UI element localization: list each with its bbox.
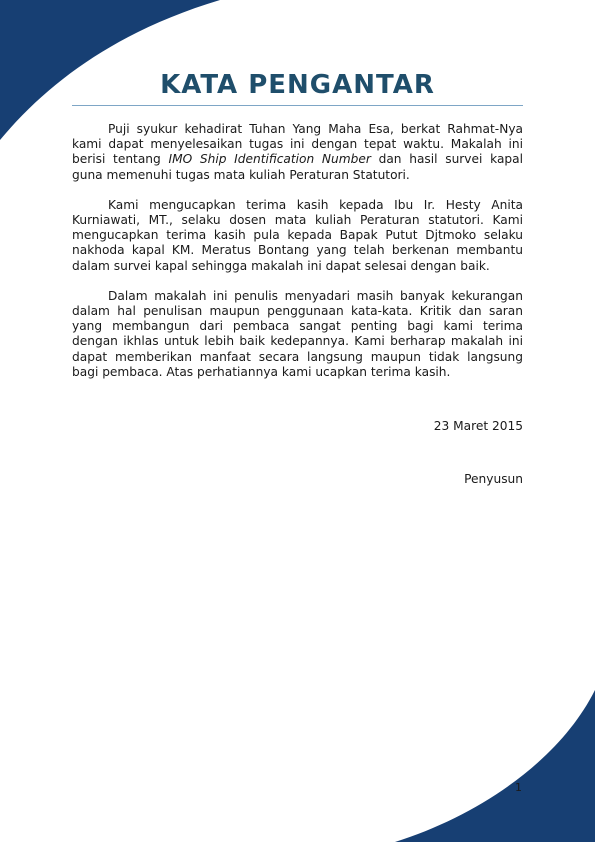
paragraph-2: Kami mengucapkan terima kasih kepada Ibu Ir. Hesty Anita Kurniawati, MT., selaku dosen mata kuliah Peraturan statutori. Kami mengucapkan terima kasih pula kepada Bapak Putut Djtmoko selaku nakhoda kapal KM. Meratus Bontang yang telah berkenan membantu dalam survei kapal sehingga makalah ini dapat selesai dengan baik. <box>72 197 523 273</box>
document-body <box>72 122 523 395</box>
paragraph-1-start: Puji syukur kehadirat Tuhan Yang Maha Esa, berkat Rahmat-Nya kami dapat menyelesaikan tugas ini dengan tepat waktu. Makalah ini berisi tentang <box>72 122 523 167</box>
paragraph-1 <box>72 122 523 183</box>
page-number: 1 <box>515 781 522 794</box>
paragraph-3: Dalam makalah ini penulis menyadari masih banyak kekurangan dalam hal penulisan maupun penggunaan kata-kata. Kritik dan saran yang membangun dari pembaca sangat penting bagi kami terima dengan ikhlas untuk lebih baik kedepannya. Kami berharap makalah ini dapat memberikan manfaat secara langsung maupun tidak langsung bagi pembaca. Atas perhatiannya kami ucapkan terima kasih. <box>72 288 523 379</box>
title-divider <box>72 105 523 106</box>
paragraph-1-emphasis: IMO Ship Identification Number <box>168 152 371 167</box>
paragraph-1-end: dan hasil survei kapal guna memenuhi tugas mata kuliah Peraturan Statutori. <box>72 152 524 182</box>
page-title: KATA PENGANTAR <box>160 70 435 100</box>
signature-label: Penyusun <box>464 472 523 486</box>
document-date: 23 Maret 2015 <box>433 419 523 433</box>
